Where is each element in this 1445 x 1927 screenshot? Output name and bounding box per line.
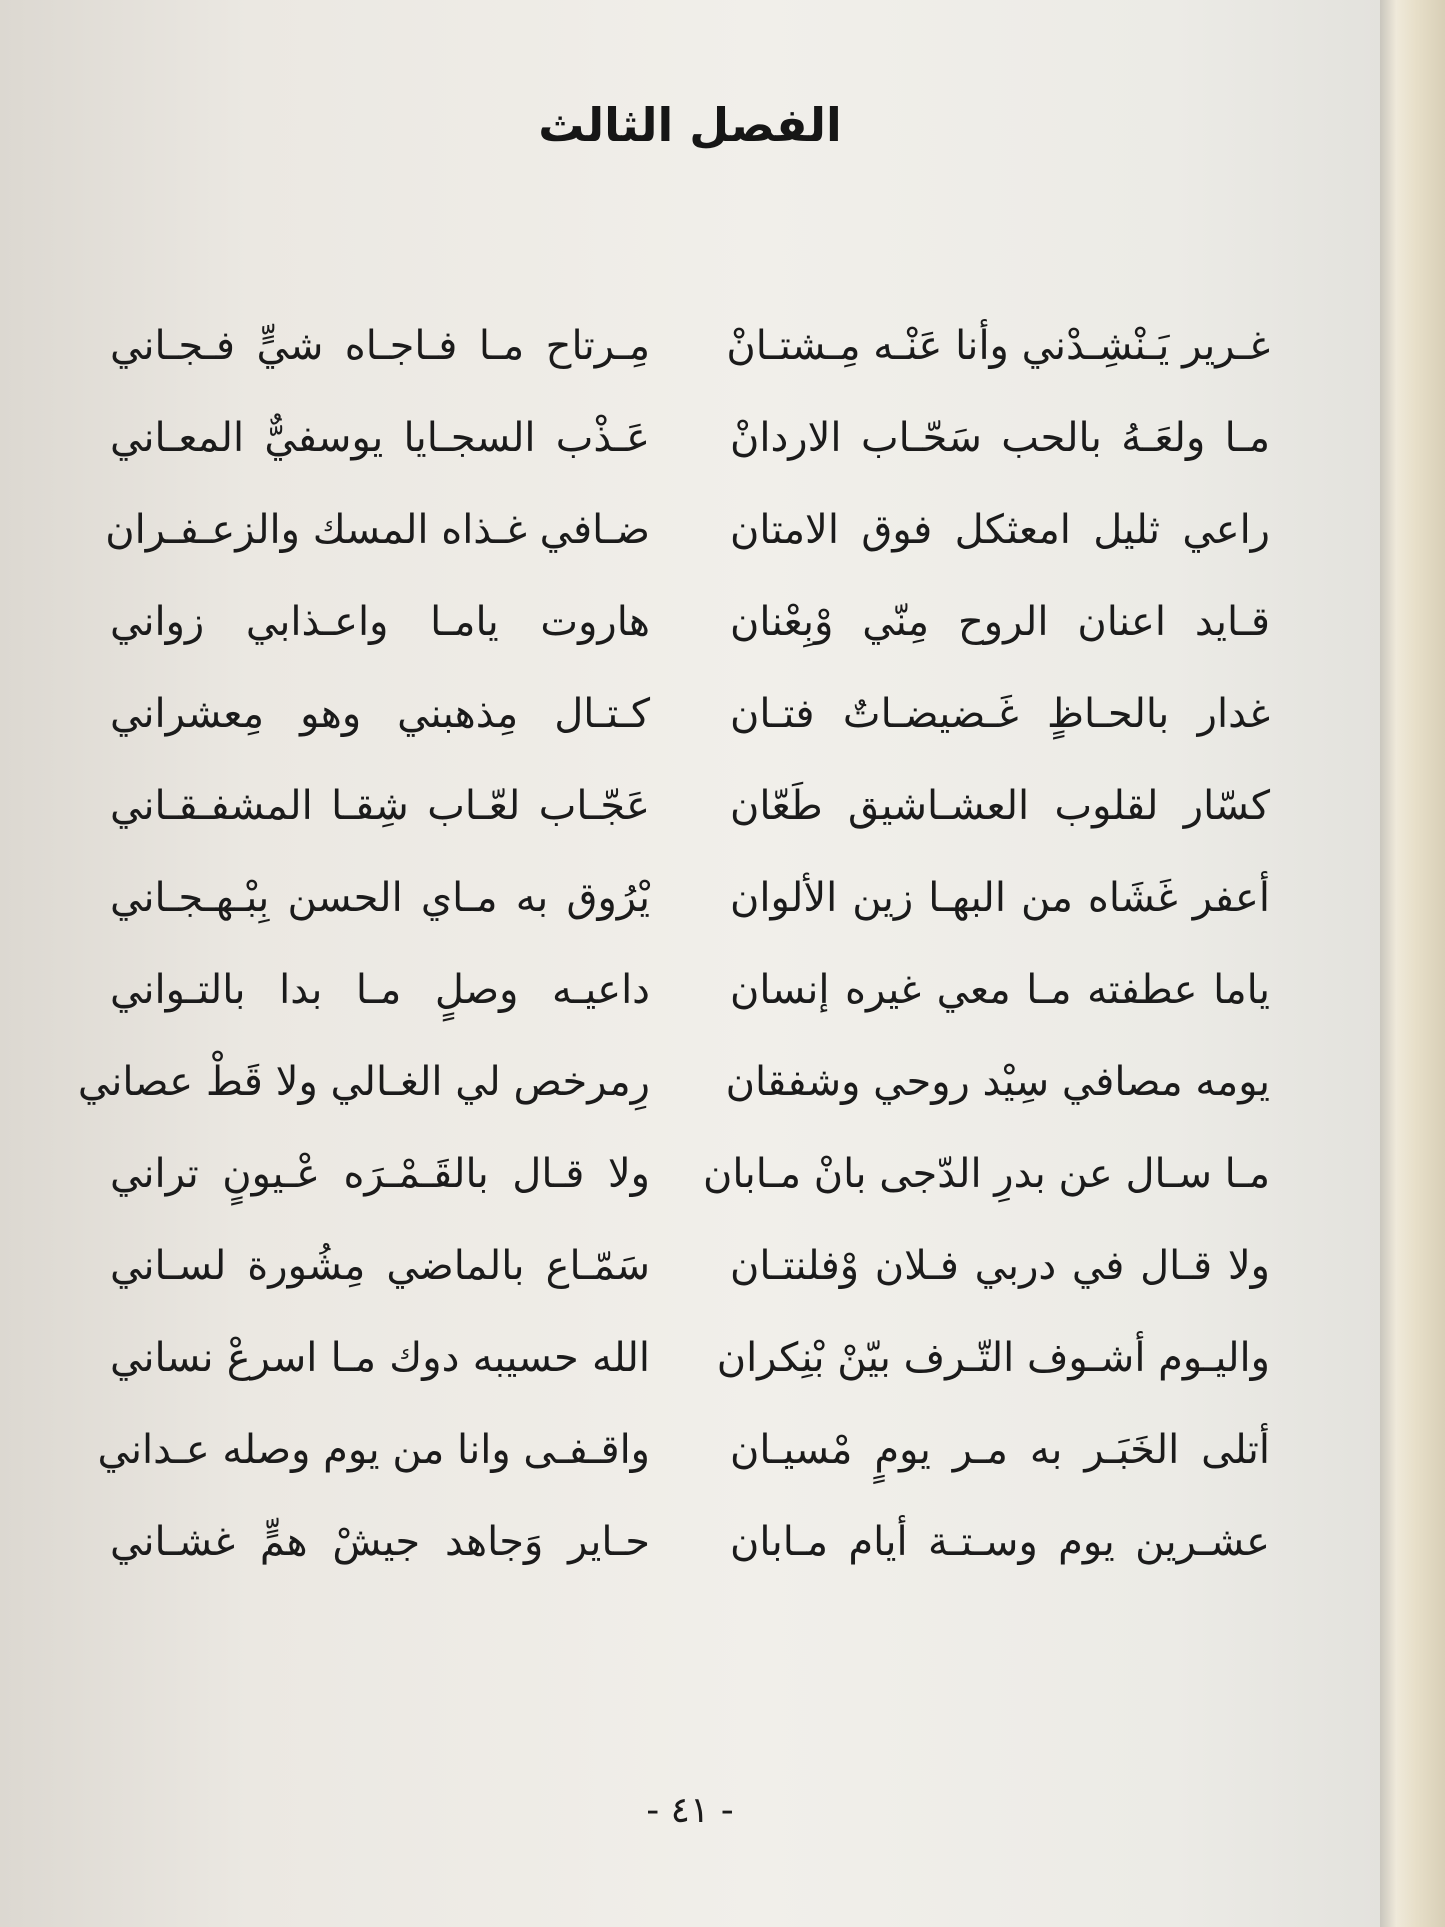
poem — [77, 300, 1270, 1750]
verse — [110, 1496, 1270, 1588]
verse-right-hemistich: غـرير يَـنْشِـدْني وأنا عَنْـه مِـشتـانْ — [726, 323, 1270, 369]
verse-left-hemistich: عَـذْب السجـايا يوسفيٌّ المعـاني — [110, 415, 650, 461]
verse-right-hemistich: أعفر غَشَاه من البهـا زين الألوان — [730, 875, 1270, 921]
verse-left-hemistich: ولا قـال بالقَـمْـرَه عْـيونٍ تراني — [110, 1151, 650, 1197]
verse — [110, 852, 1270, 944]
verse-left-hemistich: سَمّـاع بالماضي مِشُورة لسـاني — [110, 1243, 650, 1289]
verse — [110, 392, 1270, 484]
verse-left-hemistich: واقـفـى وانا من يوم وصله عـداني — [97, 1427, 650, 1473]
verse — [110, 760, 1270, 852]
verse — [110, 576, 1270, 668]
verse-right-hemistich: مـا سـال عن بدرِ الدّجى بانْ مـابان — [703, 1151, 1270, 1197]
verse — [110, 1220, 1270, 1312]
verse-left-hemistich: الله حسيبه دوك مـا اسرعْ نساني — [110, 1335, 650, 1381]
page-number: - ٤١ - — [646, 1790, 734, 1831]
verse-right-hemistich: ولا قـال في دربي فـلان وْفلنتـان — [730, 1243, 1270, 1289]
verse-left-hemistich: رِمرخص لي الغـالي ولا قَطْ عصاني — [77, 1059, 650, 1105]
book-binding-edge — [1380, 0, 1445, 1927]
verse-right-hemistich: مـا ولعَـهُ بالحب سَحّـاب الاردانْ — [730, 415, 1270, 461]
verse-left-hemistich: عَجّـاب لعّـاب شِقـا المشفـقـاني — [110, 783, 650, 829]
verse-right-hemistich: أتلى الخَبَـر به مـر يومٍ مْسيـان — [730, 1427, 1270, 1473]
verse-right-hemistich: قـايد اعنان الروح مِنّي وْبِعْنان — [730, 599, 1270, 645]
verse-right-hemistich: ياما عطفته مـا معي غيره إنسان — [730, 967, 1270, 1013]
verse-left-hemistich: ضـافي غـذاه المسك والزعـفـران — [105, 507, 650, 553]
verse — [110, 300, 1270, 392]
verse-right-hemistich: راعي ثليل امعثكل فوق الامتان — [730, 507, 1270, 553]
verse-right-hemistich: غدار بالحـاظٍ غَـضيضـاتٌ فتـان — [730, 691, 1270, 737]
verse — [97, 1404, 1270, 1496]
verse — [77, 1036, 1270, 1128]
verse-right-hemistich: كسّار لقلوب العشـاشيق طَعّان — [730, 783, 1270, 829]
verse-right-hemistich: عشـرين يوم وسـتـة أيام مـابان — [730, 1519, 1270, 1565]
verse-right-hemistich: يومه مصافي سِيْد روحي وشفقان — [725, 1059, 1270, 1105]
verse-left-hemistich: داعيـه وصلٍ مـا بدا بالتـواني — [110, 967, 650, 1013]
verse — [110, 1128, 1270, 1220]
verse — [105, 484, 1270, 576]
verse-left-hemistich: مِـرتاح مـا فـاجـاه شيٍّ فـجـاني — [110, 323, 650, 369]
verse — [110, 1312, 1270, 1404]
chapter-title: الفصل الثالث — [538, 98, 842, 152]
verse-left-hemistich: هاروت يامـا واعـذابي زواني — [110, 599, 650, 645]
verse-left-hemistich: كـتـال مِذهبني وهو مِعشراني — [110, 691, 650, 737]
verse-left-hemistich: يْرُوق به مـاي الحسن بِبْـهـجـاني — [110, 875, 650, 921]
verse — [110, 668, 1270, 760]
verse-right-hemistich: واليـوم أشـوف التّـرف بيّنْ بْنِكران — [716, 1335, 1270, 1381]
verse — [110, 944, 1270, 1036]
verse-left-hemistich: حـاير وَجاهد جيشْ همٍّ غشـاني — [110, 1519, 650, 1565]
